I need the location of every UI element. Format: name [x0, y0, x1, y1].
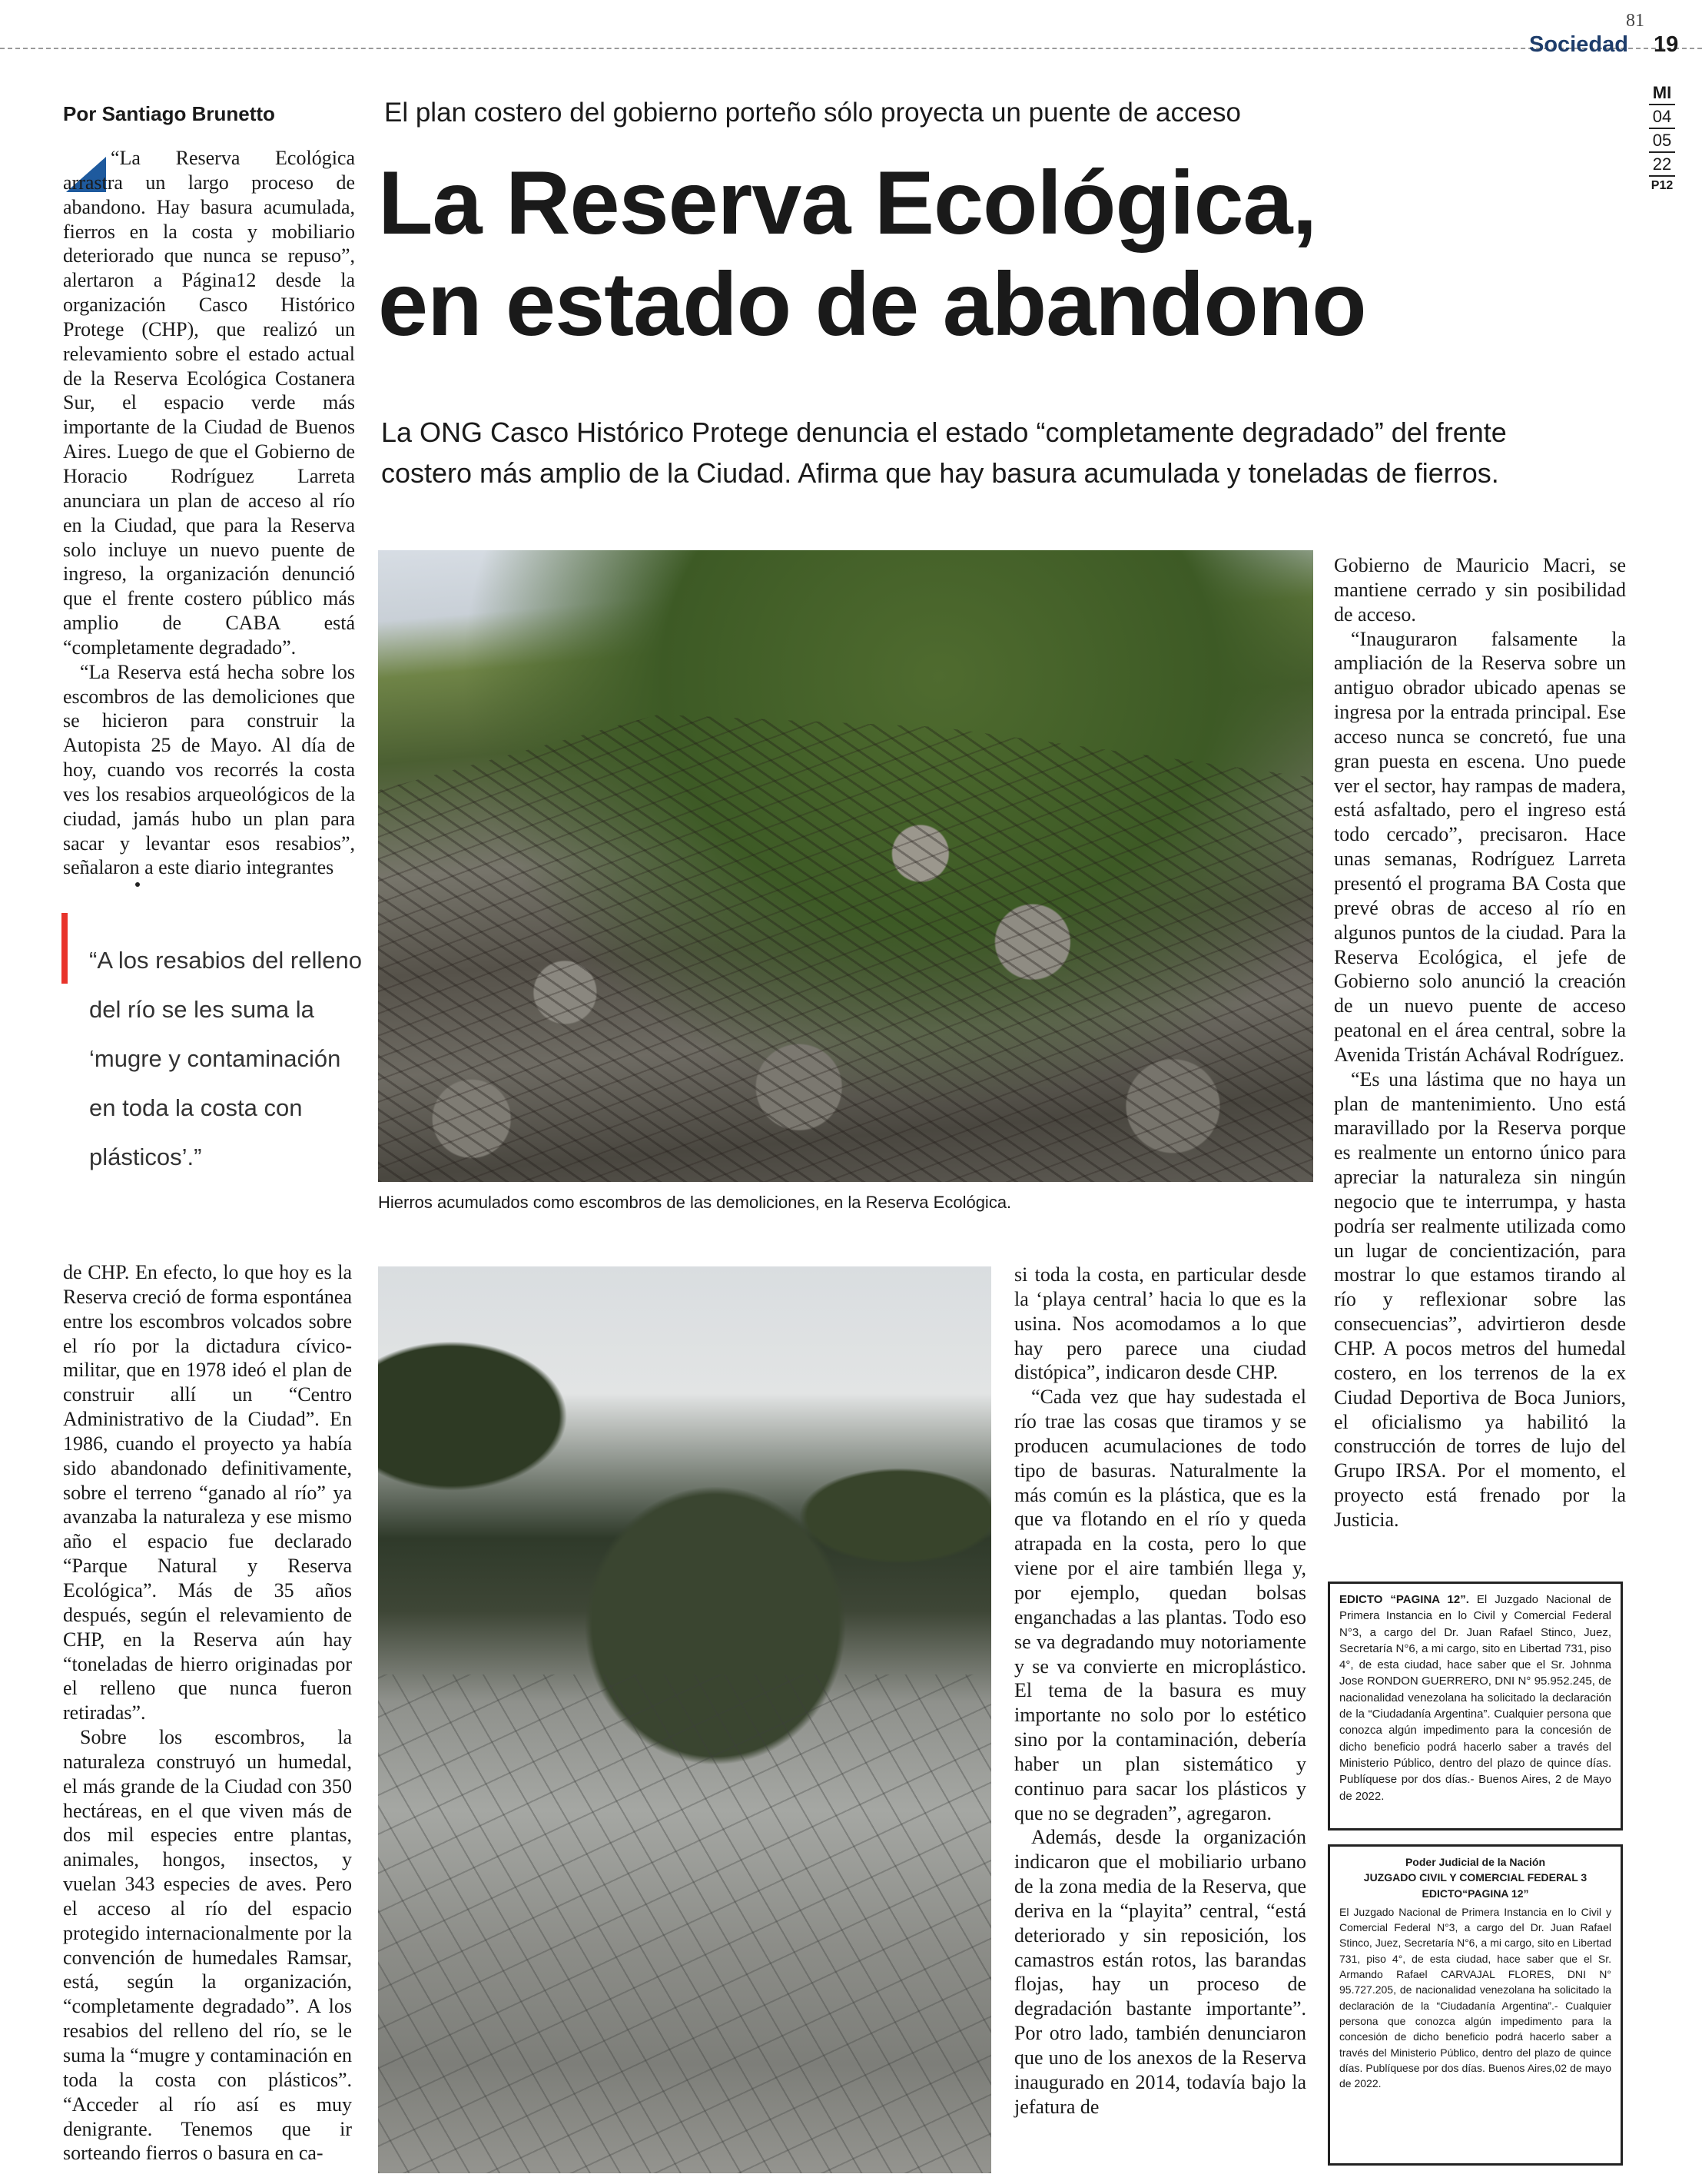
byline: Por Santiago Brunetto — [63, 102, 275, 125]
paragraph: Gobierno de Mauricio Macri, se mantiene cerrado y sin posibilidad de acceso. — [1334, 554, 1626, 626]
page-number: 19 — [1654, 32, 1679, 57]
paragraph: de CHP. En efecto, lo que hoy es la Reserva creció de forma espontánea entre los escombros volcados sobre el río por la dictadura cívico-militar, que en 1978 ideó el plan de construir allí un “Centro Administrativo de la Ciudad”. En 1986, cuando el proyecto ya había sido abandonado definitivamente, sobre el terreno “ganado al río” ya avanzaba la naturaleza y ese mismo año el espacio fue declarado “Parque Natural y Reserva Ecológica”. Más de 35 años después, según el relevamiento de CHP, en la Reserva aún hay “toneladas de hierro originadas por el relleno que nunca fueron retiradas”. — [63, 1261, 352, 1724]
section-label: Sociedad — [1529, 32, 1628, 57]
legal-notice-2-header-1: Poder Judicial de la Nación — [1405, 1856, 1546, 1868]
paragraph: “Inauguraron falsamente la ampliación de la Reserva sobre un antiguo obrador ubicado apenas se ingresa por la entrada principal. Ese acceso nunca se concretó, fue una gran puesta en escena. Uno puede ver el sector, hay rampas de madera, está asfaltado, pero el ingreso está todo cercado”, precisaron. Hace unas semanas, Rodríguez Larreta presentó el programa BA Costa que prevé obras de acceso al río en algunos puntos de la ciudad. Para la Reserva Ecológica, el jefe de Gobierno solo anunció la creación de un nuevo puente de acceso peatonal en el área central, sobre la Avenida Tristán Achával Rodríguez. — [1334, 627, 1626, 1066]
page-header-rule — [0, 48, 1702, 49]
article-column-3 — [1014, 1263, 1306, 2119]
pull-quote-bar — [61, 913, 68, 984]
legal-notice-2-body: El Juzgado Nacional de Primera Instancia en lo Civil y Comercial Federal N°3, a cargo del Dr. Juan Rafael Stinco, Juez, Secretaría N°6, a mi cargo, sito en Libertad 731, piso 4°, de esta ciudad, hace saber que el Sr. Armando Rafael CARVAJAL FLORES, DNI N° 95.727.205, de nacionalidad venezolana ha solicitado la declaración de la “Ciudadanía Argentina”.- Cualquier persona que conozca algún impedimento para la concesión de dicho beneficio podrá hacerlo saber a través del Ministerio Público, dentro del plazo de quince días. Publíquese por dos días. Buenos Aires,02 de mayo de 2022. — [1339, 1905, 1611, 2090]
paragraph: Además, desde la organización indicaron que el mobiliario urbano de la zona media de la Reserva, que deriva en la “playita” central, “está deteriorado y sin reposición, los camastros están rotos, las barandas flojas, hay un proceso de degradación bastante importante”. Por otro lado, también denunciaron que uno de los anexos de la Reserva inaugurado en 2014, todavía bajo la jefatura de — [1014, 1826, 1306, 2118]
article-column-1-lower — [63, 1260, 352, 2166]
photo-slabs — [378, 1675, 991, 2173]
paragraph: Sobre los escombros, la naturaleza construyó un humedal, el más grande de la Ciudad con 350 hectáreas, en el que viven más de dos mil especies entre plantas, animales, hongos, insectos, y vuelan 343 especies de aves. Pero el acceso al río del espacio protegido internacionalmente por la convención de humedales Ramsar, está, según la organización, “completamente degradado”. A los resabios del relleno del río, se le suma la “mugre y contaminación en toda la costa con plásticos”. “Acceder al río así es muy denigrante. Tenemos que ir sorteando fierros o basura en ca- — [63, 1726, 352, 2165]
legal-notice-2-header-3: EDICTO“PAGINA 12” — [1422, 1887, 1529, 1900]
rubble-photo — [378, 550, 1313, 1182]
headline — [378, 152, 1646, 355]
paragraph: “Cada vez que hay sudestada el río trae las cosas que tiramos y se producen acumulaciones de todo tipo de basuras. Naturalmente la más común es la plástica, que es la que va flotando en el río y queda atrapada en la costa, pero lo que viene por el aire también llega y, por ejemplo, quedan bolsas enganchadas a las plantas. Todo eso se va degradando muy notoriamente y se va convierte en microplástico. El tema de la basura es muy importante no solo por lo estético sino por la contaminación, debería haber un plan sistemático y continuo para sacar los plásticos y que no se degraden”, agregaron. — [1014, 1386, 1306, 1824]
legal-notice-1-title: EDICTO “PAGINA 12”. — [1339, 1593, 1469, 1606]
legal-notice-1 — [1328, 1582, 1623, 1831]
kicker: El plan costero del gobierno porteño sólo proyecta un puente de acceso — [384, 98, 1241, 128]
coast-photo — [378, 1266, 991, 2173]
legal-notice-1-body: El Juzgado Nacional de Primera Instancia en lo Civil y Comercial Federal N°3, a cargo del Dr. Juan Rafael Stinco, Juez, Secretaría N°6, a mi cargo, sito en Libertad 731, piso 4°, de esta ciudad, hace saber que el Sr. Johnma Jose RONDON GUERRERO, DNI N° 95.952.245, de nacionalidad venezolana ha solicitado la declaración de la “Ciudadanía Argentina”. Cualquier persona que conozca algún impedimento para la concesión de dicho beneficio podrá hacerlo saber a través del Ministerio Público, dentro del plazo de quince días. Publíquese por dos días.- Buenos Aires, 2 de Mayo de 2022. — [1339, 1593, 1611, 1803]
page-number-small: 81 — [1626, 11, 1644, 31]
date-day: 04 — [1649, 105, 1675, 129]
legal-notice-2 — [1328, 1844, 1623, 2166]
paper-logo: P12 — [1651, 179, 1674, 192]
paragraph: “Es una lástima que no haya un plan de mantenimiento. Uno está maravillado por la Reserva porque es realmente un entorno único para apreciar la naturaleza sin ningún negocio que te interrumpa, y hasta podría ser realmente utilizada como un lugar de concientización, para mostrar lo que estamos tirando al río y reflexionar sobre las consecuencias”, advirtieron desde CHP. A pocos metros del humedal costero, en los terrenos de la ex Ciudad Deportiva de Boca Juniors, el oficialismo ya habilitó la construcción de torres de lujo del Grupo IRSA. Por el momento, el proyecto está frenado por la Justicia. — [1334, 1067, 1626, 1531]
legal-notice-2-header-2: JUZGADO CIVIL Y COMERCIAL FEDERAL 3 — [1363, 1871, 1588, 1884]
separator-dot-icon — [135, 882, 140, 887]
deck — [381, 412, 1595, 494]
paragraph: si toda la costa, en particular desde la ‘playa central’ hacia lo que es la usina. Nos acomodamos a lo que hay pero parece una ciudad distópica”, indicaron desde CHP. — [1014, 1263, 1306, 1384]
headline-line-2: en estado de abandono — [378, 254, 1366, 355]
date-year: 22 — [1649, 153, 1675, 177]
date-weekday: MI — [1649, 81, 1675, 105]
deck-line-2: costero más amplio de la Ciudad. Afirma que hay basura acumulada y toneladas de fierros. — [381, 457, 1499, 490]
deck-line-1: La ONG Casco Histórico Protege denuncia el estado “completamente degradado” del frente — [381, 417, 1507, 448]
pull-quote-text: “A los resabios del relleno del río se les suma la ‘mugre y contaminación en toda la costa con plásticos’.” — [89, 947, 362, 1170]
date-box — [1649, 81, 1675, 194]
date-month: 05 — [1649, 129, 1675, 153]
article-column-1 — [63, 146, 355, 880]
photo-caption: Hierros acumulados como escombros de las demoliciones, en la Reserva Ecológica. — [378, 1193, 1012, 1212]
paragraph: “La Reserva está hecha sobre los escombros de las demoliciones que se hicieron para construir la Autopista 25 de Mayo. Al día de hoy, cuando vos recorrés la costa ves los resabios arqueológicos de la ciudad, jamás hubo un plan para sacar y levantar esos resabios”, señalaron a este diario integrantes — [63, 660, 355, 879]
paragraph: “La Reserva Ecológica arrastra un largo proceso de abandono. Hay basura acumulada, fierros en la costa y mobiliario deteriorado que nunca se repuso”, alertaron a Página12 desde la organización Casco Histórico Protege (CHP), que realizó un relevamiento sobre el estado actual de la Reserva Ecológica Costanera Sur, el espacio verde más importante de la Ciudad de Buenos Aires. Luego de que el Gobierno de Horacio Rodríguez Larreta anunciara un plan de acceso al río en la Ciudad, que para la Reserva solo incluye un nuevo puente de ingreso, la organización denunció que el frente costero público más amplio de CABA está “completamente degradado”. — [63, 147, 355, 659]
headline-line-1: La Reserva Ecológica, — [378, 152, 1317, 253]
article-column-4 — [1334, 553, 1626, 1532]
